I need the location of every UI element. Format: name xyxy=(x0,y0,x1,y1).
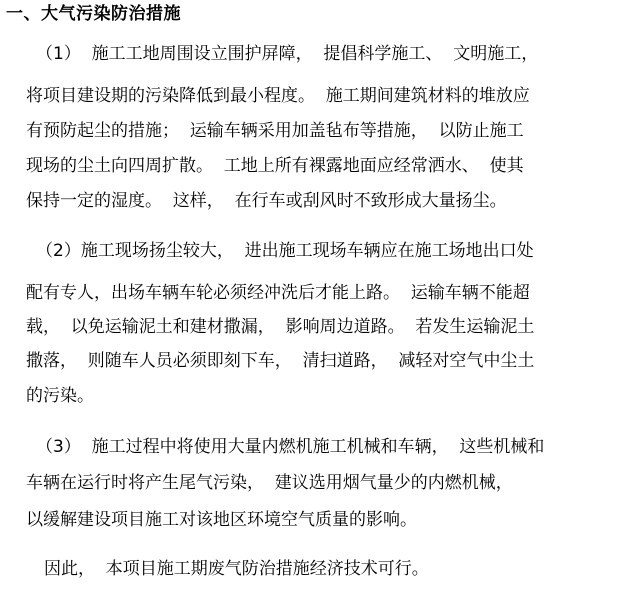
paragraph-1-line-3: 有预防起尘的措施； 运输车辆采用加盖毡布等措施， 以防止施工 xyxy=(26,121,524,141)
paragraph-2-line-3: 载， 以免运输泥土和建材撒漏， 影响周边道路。 若发生运输泥土 xyxy=(26,317,535,337)
paragraph-3-line-3: 以缓解建设项目施工对该地区环境空气质量的影响。 xyxy=(26,510,417,530)
paragraph-2-line-2: 配有专人，出场车辆车轮必须经冲洗后才能上路。 运输车辆不能超 xyxy=(26,283,530,303)
conclusion-line: 因此， 本项目施工期废气防治措施经济技术可行。 xyxy=(44,559,429,579)
paragraph-2-line-1: （2）施工现场扬尘较大， 进出施工现场车辆应在施工场地出口处 xyxy=(36,241,534,261)
paragraph-2-line-5: 的污染。 xyxy=(26,386,94,406)
paragraph-1-line-1: （1） 施工工地周围设立围护屏障， 提倡科学施工、 文明施工， xyxy=(36,44,539,64)
paragraph-3-line-2: 车辆在运行时将产生尾气污染， 建议选用烟气量少的内燃机械， xyxy=(26,473,513,493)
paragraph-1-line-2: 将项目建设期的污染降低到最小程度。 施工期间建筑材料的堆放应 xyxy=(26,86,530,106)
section-heading: 一、大气污染防治措施 xyxy=(6,4,181,24)
paragraph-2-line-4: 撒落， 则随车人员必须即刻下车， 清扫道路， 减轻对空气中尘土 xyxy=(26,351,535,371)
paragraph-1-line-5: 保持一定的湿度。 这样， 在行车或刮风时不致形成大量扬尘。 xyxy=(26,191,507,211)
paragraph-1-line-4: 现场的尘土向四周扩散。 工地上所有裸露地面应经常洒水、 使其 xyxy=(26,156,524,176)
paragraph-3-line-1: （3） 施工过程中将使用大量内燃机施工机械和车辆， 这些机械和 xyxy=(36,437,545,457)
